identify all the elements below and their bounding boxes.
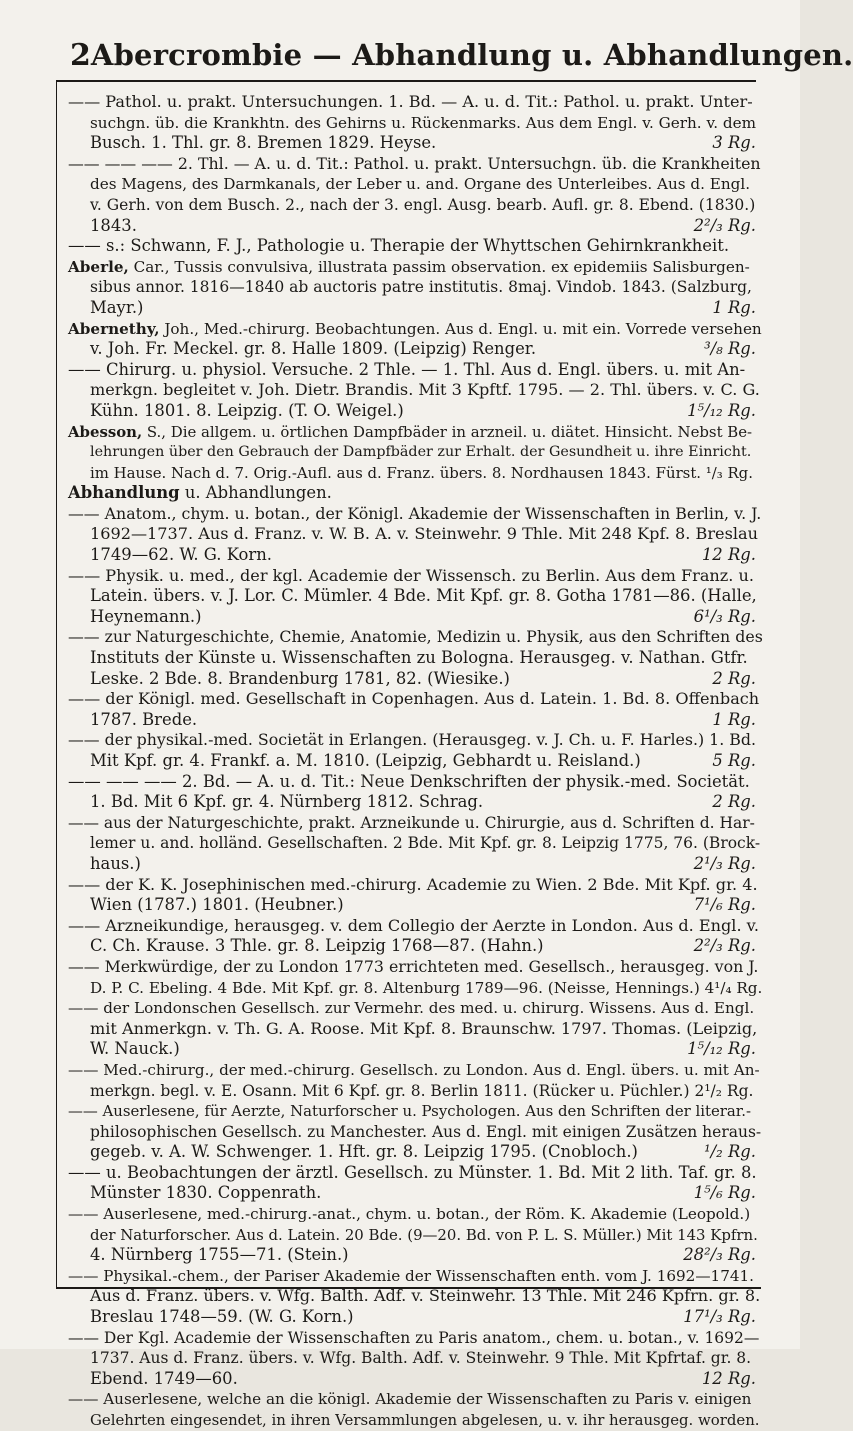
- catalog-line: [68, 978, 762, 999]
- catalog-line: [68, 1225, 762, 1246]
- price: 12 Rg.: [701, 545, 756, 565]
- line-text: merkgn. begleitet v. Joh. Dietr. Brandis. Mit 3 Kpftf. 1795. — 2. Thl. übers. v. C. G.: [90, 380, 760, 400]
- line-text: Abernethy, Joh., Med.-chirurg. Beobachtungen. Aus d. Engl. u. mit ein. Vorrede versehen: [68, 319, 762, 338]
- line-text: —— Auserlesene, med.-chirurg.-anat., chym. u. botan., der Röm. K. Akademie (Leopold.): [68, 1205, 751, 1224]
- line-text: gegeb. v. A. W. Schwenger. 1. Hft. gr. 8. Leipzig 1795. (Cnobloch.): [90, 1142, 638, 1162]
- catalog-line: [68, 998, 762, 1019]
- catalog-line: [68, 607, 762, 628]
- line-text: —— der Londonschen Gesellsch. zur Vermehr. des med. u. chirurg. Wissens. Aus d. Engl.: [68, 999, 755, 1018]
- running-title: Abercrombie — Abhandlung u. Abhandlungen.: [90, 38, 853, 72]
- line-text: 4. Nürnberg 1755—71. (Stein.): [90, 1245, 349, 1265]
- line-text: der Naturforscher. Aus d. Latein. 20 Bde. (9—20. Bd. von P. L. S. Müller.) Mit 143 Kpfrn.: [90, 1225, 758, 1244]
- catalog-line: [68, 1183, 762, 1204]
- line-text: Latein. übers. v. J. Lor. C. Mümler. 4 Bde. Mit Kpf. gr. 8. Gotha 1781—86. (Halle,: [90, 586, 757, 606]
- column-rule: [56, 82, 57, 1288]
- catalog-line: [68, 916, 762, 937]
- line-text: 1. Bd. Mit 6 Kpf. gr. 4. Nürnberg 1812. Schrag.: [90, 792, 484, 812]
- catalog-line: [68, 1019, 762, 1040]
- line-text: 1737. Aus d. Franz. übers. v. Wfg. Balth. Adf. v. Steinwehr. 9 Thle. Mit Kpfrtaf. gr. 8.: [90, 1349, 752, 1368]
- line-text: —— Auserlesene, für Aerzte, Naturforscher u. Psychologen. Aus den Schriften der literar.-: [68, 1102, 752, 1121]
- price: 1 Rg.: [712, 709, 756, 729]
- catalog-line: [68, 586, 762, 607]
- line-text: v. Gerh. von dem Busch. 2., nach der 3. engl. Ausg. bearb. Aufl. gr. 8. Ebend. (1830.): [90, 195, 756, 214]
- line-text: haus.): [90, 853, 141, 873]
- catalog-line: [68, 524, 762, 545]
- line-text: C. Ch. Krause. 3 Thle. gr. 8. Leipzig 1768—87. (Hahn.): [90, 936, 544, 956]
- catalog-line: [68, 936, 762, 957]
- catalog-line: [68, 751, 762, 772]
- catalog-line: [68, 504, 762, 525]
- price: 2²/₃ Rg.: [693, 936, 756, 956]
- catalog-line: [68, 483, 762, 504]
- catalog-line: [68, 1101, 762, 1122]
- page-header: [56, 30, 853, 82]
- price: 5 Rg.: [712, 751, 756, 770]
- catalog-line: [68, 833, 762, 854]
- catalog-line: [68, 463, 762, 484]
- line-text: Busch. 1. Thl. gr. 8. Bremen 1829. Heyse.: [90, 133, 437, 153]
- catalog-line: [68, 730, 762, 751]
- bottom-rule: [56, 1287, 761, 1289]
- line-text: Ebend. 1749—60.: [90, 1368, 238, 1388]
- line-text: —— Anatom., chym. u. botan., der Königl. Akademie der Wissenschaften in Berlin, v. J.: [68, 503, 762, 523]
- catalog-line: [68, 689, 762, 710]
- line-text: —— Chirurg. u. physiol. Versuche. 2 Thle. — 1. Thl. Aus d. Engl. übers. u. mit An-: [68, 359, 746, 379]
- page-number: 2: [70, 37, 91, 73]
- line-text: im Hause. Nach d. 7. Orig.-Aufl. aus d. Franz. übers. 8. Nordhausen 1843. Fürst. ¹/₃ Rg.: [90, 463, 753, 482]
- line-text: —— Merkwürdige, der zu London 1773 errichteten med. Gesellsch., herausgeg. von J.: [68, 956, 759, 976]
- line-text: —— aus der Naturgeschichte, prakt. Arzneikunde u. Chirurgie, aus d. Schriften d. Har-: [68, 813, 755, 832]
- line-text: mit Anmerkgn. v. Th. G. A. Roose. Mit Kpf. 8. Braunschw. 1797. Thomas. (Leipzig,: [90, 1018, 758, 1038]
- line-text: —— der Königl. med. Gesellschaft in Copenhagen. Aus d. Latein. 1. Bd. 8. Offenbach: [68, 689, 760, 709]
- line-text: —— Physik. u. med., der kgl. Academie der Wissensch. zu Berlin. Aus dem Franz. u.: [68, 565, 754, 585]
- price: 2 Rg.: [712, 668, 756, 688]
- catalog-line: [68, 339, 762, 360]
- catalog-line: [68, 113, 762, 134]
- catalog-line: [68, 277, 762, 298]
- catalog-line: [68, 1286, 762, 1307]
- price: 1⁵/₁₂ Rg.: [687, 400, 756, 420]
- catalog-line: [68, 710, 762, 731]
- catalog-line: [68, 195, 762, 216]
- catalog-line: [68, 545, 762, 566]
- line-text: lehrungen über den Gebrauch der Dampfbäder zur Erhalt. der Gesundheit u. ihre Einricht.: [90, 444, 752, 461]
- line-text: —— zur Naturgeschichte, Chemie, Anatomie, Medizin u. Physik, aus den Schriften des: [68, 627, 763, 647]
- catalog-line: [68, 1348, 762, 1369]
- line-text: 1787. Brede.: [90, 709, 198, 729]
- line-text: 1692—1737. Aus d. Franz. v. W. B. A. v. Steinwehr. 9 Thle. Mit 248 Kpf. 8. Breslau: [90, 524, 758, 544]
- price: 1⁵/₁₂ Rg.: [687, 1039, 756, 1059]
- price: 2¹/₃ Rg.: [693, 853, 756, 873]
- catalog-line: [68, 1266, 762, 1287]
- catalog-line: [68, 236, 762, 257]
- price: 2 Rg.: [712, 792, 756, 812]
- price: 7¹/₆ Rg.: [693, 895, 756, 915]
- catalog-line: [68, 792, 762, 813]
- catalog-line: [68, 1122, 762, 1143]
- line-text: Kühn. 1801. 8. Leipzig. (T. O. Weigel.): [90, 400, 404, 420]
- line-text: Mayr.): [90, 297, 144, 317]
- line-text: —— Physikal.-chem., der Pariser Akademie der Wissenschaften enth. vom J. 1692—1741.: [68, 1266, 755, 1285]
- line-text: Leske. 2 Bde. 8. Brandenburg 1781, 82. (Wiesike.): [90, 668, 510, 688]
- catalog-line: [68, 1039, 762, 1060]
- line-text: Abesson, S., Die allgem. u. örtlichen Dampfbäder in arzneil. u. diätet. Hinsicht. Nebst Be-: [68, 422, 753, 441]
- line-text: Münster 1830. Coppenrath.: [90, 1183, 322, 1203]
- line-text: Instituts der Künste u. Wissenschaften zu Bologna. Herausgeg. v. Nathan. Gtfr.: [90, 648, 748, 668]
- catalog-line: [68, 1369, 762, 1390]
- line-text: lemer u. and. holländ. Gesellschaften. 2 Bde. Mit Kpf. gr. 8. Leipzig 1775, 76. (Brock-: [90, 834, 761, 853]
- catalog-line: [68, 772, 762, 793]
- line-text: Aberle, Car., Tussis convulsiva, illustrata passim observation. ex epidemiis Salisburgen-: [68, 257, 750, 276]
- catalog-line: [68, 566, 762, 587]
- catalog-line: [68, 133, 762, 154]
- catalog-line: [68, 1142, 762, 1163]
- line-text: Heynemann.): [90, 606, 202, 626]
- catalog-line: [68, 154, 762, 175]
- line-text: —— Auserlesene, welche an die königl. Akademie der Wissenschaften zu Paris v. einigen: [68, 1390, 752, 1409]
- line-text: —— Med.-chirurg., der med.-chirurg. Gesellsch. zu London. Aus d. Engl. übers. u. mit An-: [68, 1060, 760, 1079]
- catalog-line: [68, 1081, 762, 1102]
- line-text: des Magens, des Darmkanals, der Leber u. and. Organe des Unterleibes. Aus d. Engl.: [90, 175, 751, 194]
- line-text: D. P. C. Ebeling. 4 Bde. Mit Kpf. gr. 8. Altenburg 1789—96. (Neisse, Hennings.) 4¹/₄ Rg.: [90, 978, 763, 997]
- line-text: —— der K. K. Josephinischen med.-chirurg. Academie zu Wien. 2 Bde. Mit Kpf. gr. 4.: [68, 874, 758, 894]
- catalog-line: [68, 895, 762, 916]
- line-text: —— Pathol. u. prakt. Untersuchungen. 1. Bd. — A. u. d. Tit.: Pathol. u. prakt. Unter-: [68, 92, 753, 111]
- catalog-line: [68, 1328, 762, 1349]
- line-text: —— der physikal.-med. Societät in Erlangen. (Herausgeg. v. J. Ch. u. F. Harles.) 1. Bd.: [68, 730, 757, 750]
- line-text: —— —— —— 2. Bd. — A. u. d. Tit.: Neue Denkschriften der physik.-med. Societät.: [68, 771, 750, 791]
- catalog-line: [68, 813, 762, 834]
- catalog-line: [68, 1204, 762, 1225]
- line-text: —— Der Kgl. Academie der Wissenschaften zu Paris anatom., chem. u. botan., v. 1692—: [68, 1328, 760, 1347]
- catalog-line: [68, 1307, 762, 1328]
- catalog-line: [68, 1389, 762, 1410]
- catalog-line: [68, 298, 762, 319]
- price: 28²/₃ Rg.: [683, 1245, 756, 1265]
- catalog-line: [68, 669, 762, 690]
- catalog-line: [68, 216, 762, 237]
- line-text: Breslau 1748—59. (W. G. Korn.): [90, 1307, 354, 1327]
- catalog-line: [68, 380, 762, 401]
- catalog-line: [68, 1163, 762, 1184]
- catalog-line: [68, 875, 762, 896]
- catalog-line: [68, 1245, 762, 1266]
- line-text: merkgn. begl. v. E. Osann. Mit 6 Kpf. gr. 8. Berlin 1811. (Rücker u. Püchler.) 2¹/₂ Rg.: [90, 1081, 754, 1100]
- catalog-line: [68, 92, 762, 113]
- catalog-line: [68, 1410, 762, 1431]
- price: 12 Rg.: [701, 1368, 756, 1388]
- catalog-text: [68, 92, 763, 1429]
- catalog-line: [68, 442, 762, 463]
- line-text: —— Arzneikundige, herausgeg. v. dem Collegio der Aerzte in London. Aus d. Engl. v.: [68, 915, 759, 935]
- catalog-line: [68, 319, 762, 340]
- price: ¹/₂ Rg.: [704, 1142, 756, 1162]
- price: 1 Rg.: [712, 297, 756, 317]
- catalog-line: [68, 854, 762, 875]
- line-text: 1749—62. W. G. Korn.: [90, 545, 272, 565]
- line-text: 1843.: [90, 215, 137, 235]
- price: 6¹/₃ Rg.: [693, 606, 756, 626]
- price: 17¹/₃ Rg.: [683, 1307, 756, 1327]
- price: 1⁵/₆ Rg.: [693, 1183, 756, 1203]
- catalog-line: [68, 360, 762, 381]
- line-text: Aus d. Franz. übers. v. Wfg. Balth. Adf. v. Steinwehr. 13 Thle. Mit 246 Kpfrn. gr. 8.: [90, 1286, 761, 1306]
- line-text: Abhandlung u. Abhandlungen.: [68, 483, 332, 503]
- price: 3 Rg.: [712, 133, 756, 153]
- catalog-line: [68, 648, 762, 669]
- line-text: v. Joh. Fr. Meckel. gr. 8. Halle 1809. (Leipzig) Renger.: [90, 339, 537, 359]
- line-text: —— —— —— 2. Thl. — A. u. d. Tit.: Pathol. u. prakt. Untersuchgn. üb. die Krankheiten: [68, 153, 761, 173]
- catalog-line: [68, 957, 762, 978]
- line-text: sibus annor. 1816—1840 ab auctoris patre institutis. 8maj. Vindob. 1843. (Salzburg,: [90, 278, 752, 297]
- line-text: Wien (1787.) 1801. (Heubner.): [90, 895, 344, 915]
- line-text: —— s.: Schwann, F. J., Pathologie u. Therapie der Whyttschen Gehirnkrankheit.: [68, 236, 730, 256]
- line-text: suchgn. üb. die Krankhtn. des Gehirns u. Rückenmarks. Aus dem Engl. v. Gerh. v. dem: [90, 113, 757, 132]
- price: 2²/₃ Rg.: [693, 215, 756, 235]
- catalog-line: [68, 257, 762, 278]
- line-text: Gelehrten eingesendet, in ihren Versammlungen abgelesen, u. v. ihr herausgeg. worden.: [90, 1411, 760, 1429]
- line-text: philosophischen Gesellsch. zu Manchester. Aus d. Engl. mit einigen Zusätzen heraus-: [90, 1122, 762, 1141]
- catalog-line: [68, 401, 762, 422]
- catalog-line: [68, 422, 762, 443]
- catalog-line: [68, 627, 762, 648]
- line-text: —— u. Beobachtungen der ärztl. Gesellsch. zu Münster. 1. Bd. Mit 2 lith. Taf. gr. 8.: [68, 1162, 757, 1182]
- line-text: Mit Kpf. gr. 4. Frankf. a. M. 1810. (Leipzig, Gebhardt u. Reisland.): [90, 751, 641, 770]
- catalog-line: [68, 1060, 762, 1081]
- line-text: W. Nauck.): [90, 1039, 180, 1059]
- price: ³/₈ Rg.: [704, 339, 756, 359]
- catalog-line: [68, 174, 762, 195]
